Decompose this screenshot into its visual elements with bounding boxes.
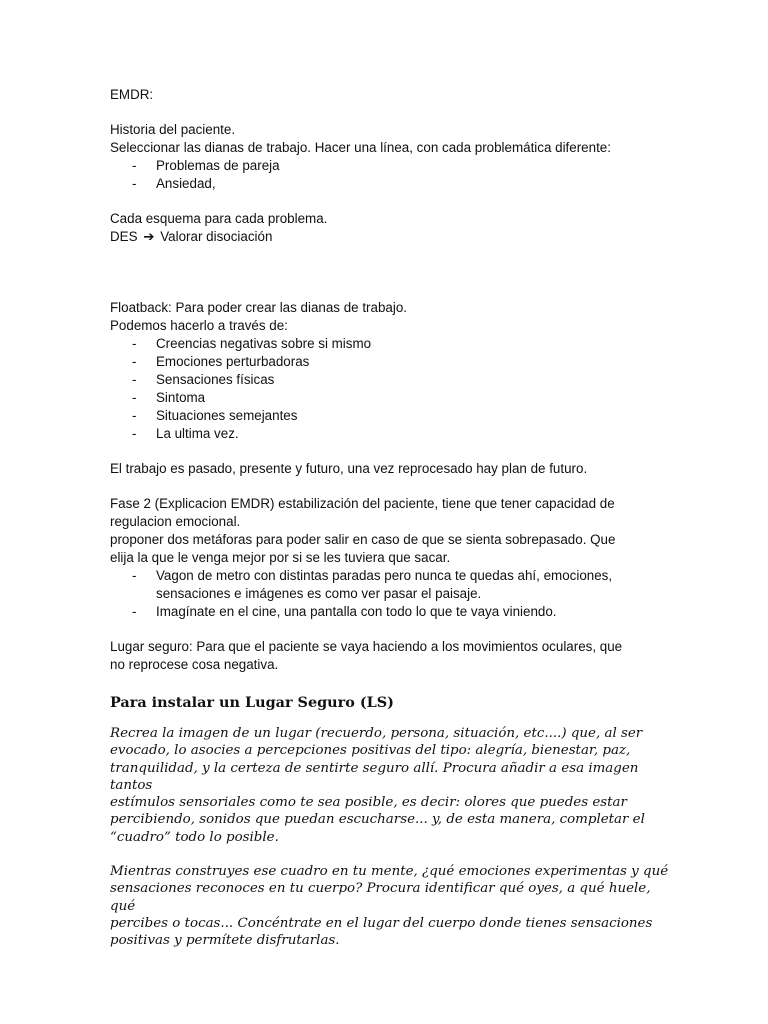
- list-item: - La ultima vez.: [132, 426, 239, 441]
- ls-para1-line-6: “cuadro” todo lo posible.: [110, 829, 279, 845]
- intro-line-2: Seleccionar las dianas de trabajo. Hacer una línea, con cada problemática diferente:: [110, 140, 611, 155]
- ls-para2-line-4: positivas y permítete disfrutarlas.: [110, 933, 340, 949]
- dash-bullet: -: [132, 568, 137, 583]
- work-line: El trabajo es pasado, presente y futuro, una vez reprocesado hay plan de futuro.: [110, 461, 588, 476]
- intro-list: [110, 157, 670, 193]
- list-item: - Situaciones semejantes: [132, 408, 298, 423]
- ls-para2-line-2: sensaciones reconoces en tu cuerpo? Procura identificar qué oyes, a qué huele, qué: [110, 881, 651, 914]
- des-label: DES: [110, 229, 138, 244]
- fase2-line-1: Fase 2 (Explicacion EMDR) estabilización del paciente, tiene que tener capacidad de: [110, 496, 615, 511]
- lugar-line-2: no reprocese cosa negativa.: [110, 657, 279, 672]
- dash-bullet: -: [132, 390, 137, 405]
- dash-bullet: -: [132, 336, 137, 351]
- ls-para1-line-1: Recrea la imagen de un lugar (recuerdo, persona, situación, etc....) que, al ser: [110, 726, 643, 741]
- des-line: [110, 228, 670, 246]
- list-item: - Ansiedad,: [132, 176, 216, 191]
- arrow-right-icon: ➔: [143, 229, 155, 244]
- floatback-line-1: Floatback: Para poder crear las dianas de trabajo.: [110, 300, 407, 315]
- dash-bullet: -: [132, 426, 137, 441]
- list-item: - Vagon de metro con distintas paradas pero nunca te quedas ahí, emociones,: [132, 568, 613, 583]
- floatback-line-2: Podemos hacerlo a través de:: [110, 318, 288, 333]
- list-item: - Sintoma: [132, 390, 206, 405]
- ls-heading: Para instalar un Lugar Seguro (LS): [110, 694, 394, 711]
- list-item: - Problemas de pareja: [132, 158, 280, 173]
- list-item-continuation: sensaciones e imágenes es como ver pasar el paisaje.: [156, 586, 482, 601]
- ls-para1-line-4: estímulos sensoriales como te sea posible, es decir: olores que puedes estar: [110, 795, 627, 811]
- ls-para2-line-1: Mientras construyes ese cuadro en tu mente, ¿qué emociones experimentas y qué: [110, 864, 669, 880]
- ls-para1-line-5: percibiendo, sonidos que puedan escucharse... y, de esta manera, completar el: [110, 812, 645, 828]
- fase2-line-4: elija la que le venga mejor por si se les tuviera que sacar.: [110, 550, 451, 565]
- doc-title: EMDR:: [110, 87, 154, 102]
- dash-bullet: -: [132, 408, 137, 423]
- dash-bullet: -: [132, 354, 137, 369]
- lugar-line-1: Lugar seguro: Para que el paciente se vaya haciendo a los movimientos oculares, que: [110, 639, 623, 654]
- fase2-line-2: regulacion emocional.: [110, 514, 241, 529]
- dash-bullet: -: [132, 176, 137, 191]
- des-text: Valorar disociación: [160, 229, 273, 244]
- fase2-line-3: proponer dos metáforas para poder salir en caso de que se sienta sobrepasado. Que: [110, 532, 616, 547]
- list-item: - Creencias negativas sobre si mismo: [132, 336, 372, 351]
- intro-line-1: Historia del paciente.: [110, 122, 236, 137]
- dash-bullet: -: [132, 372, 137, 387]
- ls-para2-line-3: percibes o tocas... Concéntrate en el lugar del cuerpo donde tienes sensaciones: [110, 915, 653, 931]
- document-body: [110, 86, 670, 950]
- list-item: - Imagínate en el cine, una pantalla con todo lo que te vaya viniendo.: [132, 604, 557, 619]
- floatback-list: [110, 335, 670, 443]
- dash-bullet: -: [132, 158, 137, 173]
- schema-line: Cada esquema para cada problema.: [110, 211, 328, 226]
- metaphor-list: [110, 567, 670, 621]
- list-item: - Emociones perturbadoras: [132, 354, 310, 369]
- ls-para1-line-2: evocado, lo asocies a percepciones positivas del tipo: alegría, bienestar, paz,: [110, 743, 631, 759]
- dash-bullet: -: [132, 604, 137, 619]
- list-item: - Sensaciones físicas: [132, 372, 275, 387]
- ls-para1-line-3: tranquilidad, y la certeza de sentirte seguro allí. Procura añadir a esa imagen tantos: [110, 760, 639, 793]
